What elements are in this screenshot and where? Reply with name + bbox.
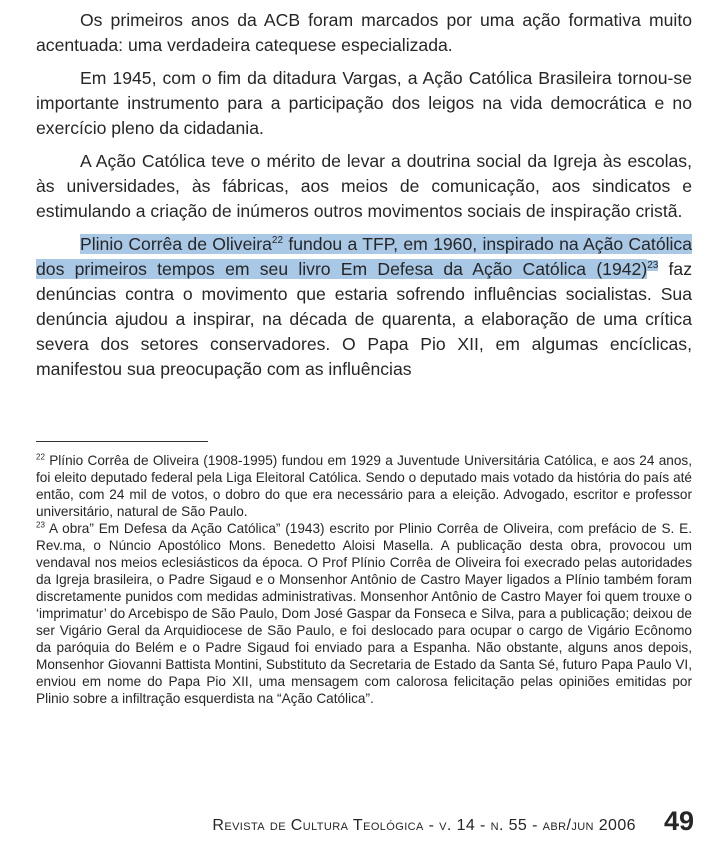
paragraph-4-rest: faz denúncias contra o movimento que estaria sofrendo influências socialistas. Sua denúncia ajudou a inspirar, na década de quarenta, a elaboração de uma crítica severa dos setores conservadores. O Papa Pio XII, em algumas encíclicas, manifestou sua preocupação com as influências — [36, 259, 693, 379]
footnote-23-text: A obra” Em Defesa da Ação Católica” (1943) escrito por Plinio Corrêa de Oliveira, com prefácio de S. E. Rev.ma, o Núncio Apostólico Mons. Benedetto Aloisi Masella. A publicação desta obra, provocou um vendaval nos meios eclesiásticos da época. O Prof Plínio Corrêa de Oliveira foi execrado pelas autoridades da Igreja brasileira, o Padre Sigaud e o Monsenhor Antônio de Castro Mayer ligados a Plínio também foram discretamente punidos com medidas administrativas. Monsenhor Antônio de Castro Mayer foi quem trouxe o ‘imprimatur’ do Arcebispo de São Paulo, Dom José Gaspar da Fonseca e Silva, para a publicação; deixou de ser Vigário Geral da Arquidiocese de São Paulo, e foi deslocado para ocupar o cargo de Vigário Ecônomo da paróquia do Belém e o Padre Sigaud foi enviado para a Espanha. Não obstante, alguns anos depois, Monsenhor Giovanni Battista Montini, Substituto da Secretaria de Estado da Santa Sé, futuro Papa Paulo VI, enviou em nome do Papa Pio XII, uma mensagem com calorosa felicitação pelas opiniões emitidas por Plinio sobre a infiltração esquerdista na “Ação Católica”. — [36, 521, 692, 706]
footnote-23-number: 23 — [36, 520, 45, 530]
paragraph-4[interactable] — [36, 232, 692, 382]
page-number: 49 — [663, 806, 694, 836]
paragraph-2: Em 1945, com o fim da ditadura Vargas, a Ação Católica Brasileira tornou-se importante instrumento para a participação dos leigos na vida democrática e no exercício pleno da cidadania. — [36, 68, 692, 138]
footnotes — [36, 452, 692, 707]
selected-text-author: Plinio Corrêa de Oliveira — [80, 234, 272, 254]
main-text — [36, 8, 692, 390]
footnote-ref-22[interactable]: 22 — [271, 235, 284, 247]
footnote-22 — [36, 452, 692, 520]
footnote-divider — [36, 441, 208, 442]
page-footer — [212, 806, 694, 837]
selected-text[interactable] — [36, 234, 692, 279]
footnote-23 — [36, 520, 692, 707]
selected-text-body: fundou a TFP, em 1960, inspirado na Ação Católica dos primeiros tempos em seu livro Em Defesa da Ação Católica (1942) — [36, 234, 692, 279]
footnote-22-text: Plínio Corrêa de Oliveira (1908-1995) fundou em 1929 a Juventude Universitária Católica, e aos 24 anos, foi eleito deputado federal pela Liga Eleitoral Católica. Sendo o deputado mais votado da história do país até então, com 24 mil de votos, o dobro do que era necessário para a eleição. Advogado, escritor e professor universitário, natural de São Paulo. — [36, 453, 692, 519]
paragraph-3: A Ação Católica teve o mérito de levar a doutrina social da Igreja às escolas, às universidades, às fábricas, aos meios de comunicação, aos sindicatos e estimulando a criação de inúmeros outros movimentos sociais de inspiração cristã. — [36, 151, 692, 221]
journal-citation: Revista de Cultura Teológica - v. 14 - n. 55 - abr/jun 2006 — [212, 817, 636, 834]
footnote-22-number: 22 — [36, 452, 45, 462]
paragraph-1: Os primeiros anos da ACB foram marcados por uma ação formativa muito acentuada: uma verdadeira catequese especializada. — [36, 10, 692, 55]
footnote-ref-23[interactable]: 23 — [647, 260, 659, 272]
